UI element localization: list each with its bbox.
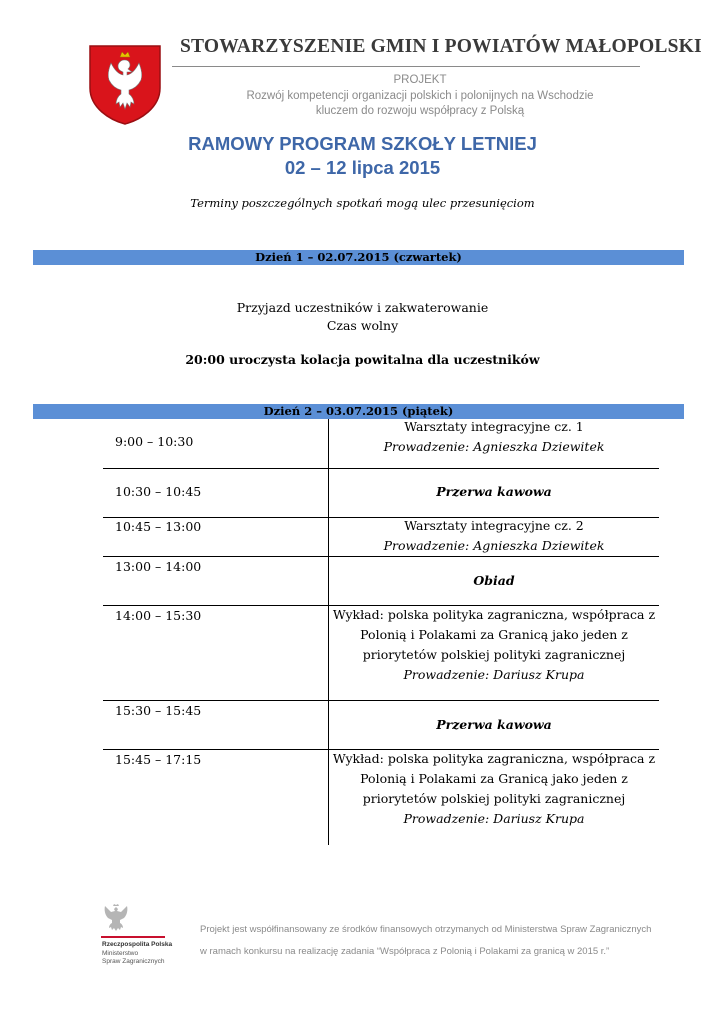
session-time: 14:00 – 15:30 [115, 608, 202, 623]
session-time: 15:45 – 17:15 [115, 752, 202, 767]
project-label: PROJEKT [393, 74, 447, 86]
session-description: Przerwa kawowa [436, 484, 552, 499]
funding-note-line2: w ramach konkursu na realizację zadania “Współpraca z Polonią i Polakami za granicą w 2015 r.” [200, 946, 610, 957]
header-rule [172, 66, 640, 67]
day2-schedule-table [103, 419, 659, 845]
program-dates: 02 – 12 lipca 2015 [284, 157, 441, 178]
day1-arrival: Przyjazd uczestników i zakwaterowanie [236, 300, 489, 315]
session-time: 9:00 – 10:30 [115, 434, 194, 449]
table-row [103, 701, 659, 750]
day2-header: Dzień 2 – 03.07.2015 (piątek) [33, 404, 684, 419]
session-description: Warsztaty integracyjne cz. 2 Prowadzenie: Agnieszka Dziewitek [383, 518, 605, 553]
project-title-line1: Rozwój kompetencji organizacji polskich i polonijnych na Wschodzie [246, 90, 594, 102]
table-row [103, 518, 659, 557]
ministry-country: Rzeczpospolita Polska [102, 941, 173, 948]
table-row [103, 557, 659, 606]
session-description: Wykład: polska polityka zagraniczna, współpraca z Polonią i Polakami za Granicą jako jeden z priorytetów polskiej polityki zagranicznej Prowadzenie: Dariusz Krupa [332, 607, 656, 682]
table-row [103, 469, 659, 518]
project-title-line2: kluczem do rozwoju współpracy z Polską [315, 105, 525, 117]
session-description: Obiad [473, 573, 515, 588]
table-row [103, 419, 659, 469]
session-time: 13:00 – 14:00 [115, 559, 202, 574]
session-description: Warsztaty integracyjne cz. 1 Prowadzenie: Agnieszka Dziewitek [383, 419, 605, 454]
session-time: 10:30 – 10:45 [115, 484, 202, 499]
schedule-note: Terminy poszczególnych spotkań mogą ulec przesunięciom [190, 196, 535, 210]
ministry-rule [101, 936, 165, 938]
organization-name: STOWARZYSZENIE GMIN I POWIATÓW MAŁOPOLSKI [180, 36, 702, 57]
program-title: RAMOWY PROGRAM SZKOŁY LETNIEJ [188, 133, 537, 154]
session-description: Wykład: polska polityka zagraniczna, współpraca z Polonią i Polakami za Granicą jako jeden z priorytetów polskiej polityki zagranicznej Prowadzenie: Dariusz Krupa [332, 751, 656, 826]
session-time: 10:45 – 13:00 [115, 519, 202, 534]
table-row [103, 606, 659, 701]
malopolska-coat-of-arms-icon [88, 44, 162, 126]
ministry-name-line1: Ministerstwo [102, 950, 139, 957]
polish-eagle-icon [103, 904, 129, 934]
table-row [103, 750, 659, 845]
session-time: 15:30 – 15:45 [115, 703, 202, 718]
session-description: Przerwa kawowa [436, 717, 552, 732]
day1-free-time: Czas wolny [326, 318, 399, 333]
day1-header: Dzień 1 – 02.07.2015 (czwartek) [33, 250, 684, 265]
funding-note-line1: Projekt jest współfinansowany ze środków finansowych otrzymanych od Ministerstwa Spraw Zagranicznych [200, 924, 652, 935]
ministry-name-line2: Spraw Zagranicznych [102, 958, 165, 965]
day1-dinner: 20:00 uroczysta kolacja powitalna dla uczestników [185, 352, 540, 367]
